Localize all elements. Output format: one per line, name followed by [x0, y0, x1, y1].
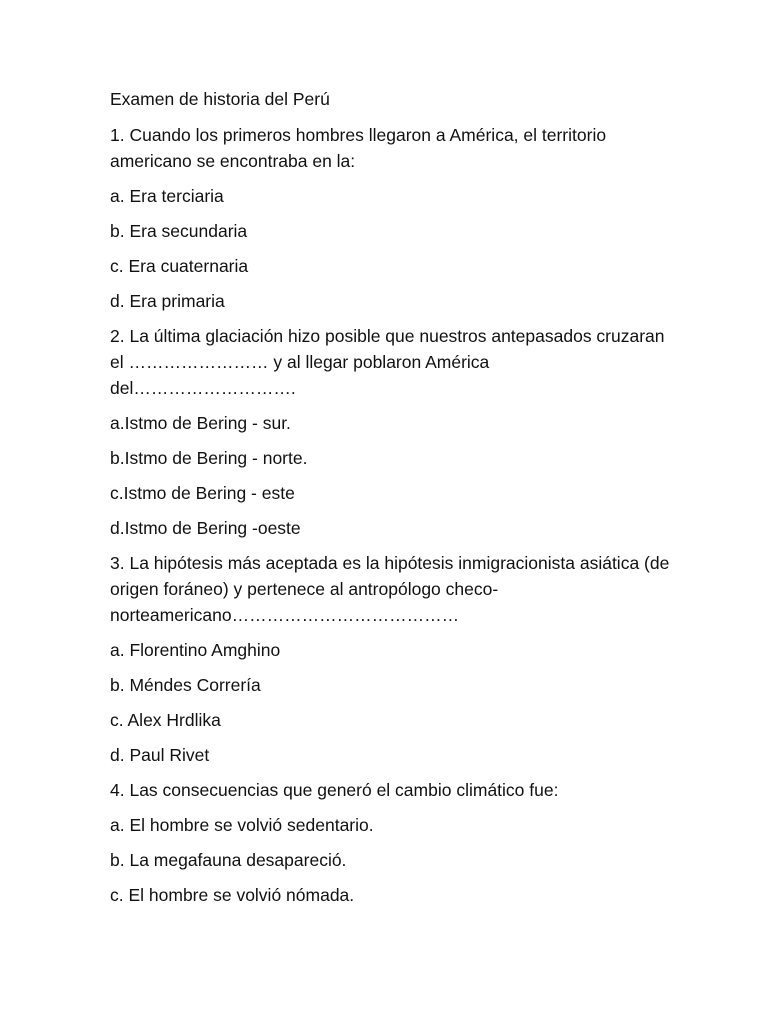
question-2: 2. La última glaciación hizo posible que nuestros antepasados cruzaran el …………………… y al llegar poblaron América del……………………….	[110, 326, 665, 398]
question-1-option-b: b. Era secundaria	[110, 221, 248, 241]
question-3-option-a: a. Florentino Amghino	[110, 640, 281, 660]
question-3-option-b: b. Méndes Correría	[110, 675, 261, 695]
question-1-option-c: c. Era cuaternaria	[110, 256, 249, 276]
question-4-option-c: c. El hombre se volvió nómada.	[110, 885, 355, 905]
question-1: 1. Cuando los primeros hombres llegaron a América, el territorio americano se encontraba en la:	[110, 125, 607, 171]
document-body	[110, 86, 670, 917]
document-title: Examen de historia del Perú	[110, 89, 330, 109]
question-2-option-d: d.Istmo de Bering -oeste	[110, 518, 301, 538]
question-4-option-b: b. La megafauna desapareció.	[110, 850, 347, 870]
question-3-option-c: c. Alex Hrdlika	[110, 710, 221, 730]
question-2-option-b: b.Istmo de Bering - norte.	[110, 448, 308, 468]
question-3-option-d: d. Paul Rivet	[110, 745, 210, 765]
question-1-option-d: d. Era primaria	[110, 291, 225, 311]
question-2-option-c: c.Istmo de Bering - este	[110, 483, 295, 503]
question-1-option-a: a. Era terciaria	[110, 186, 224, 206]
question-3: 3. La hipótesis más aceptada es la hipótesis inmigracionista asiática (de origen foráneo) y pertenece al antropólogo checo-norteamericano…………………………………	[110, 553, 670, 625]
question-2-option-a: a.Istmo de Bering - sur.	[110, 413, 291, 433]
question-4: 4. Las consecuencias que generó el cambio climático fue:	[110, 780, 559, 800]
question-4-option-a: a. El hombre se volvió sedentario.	[110, 815, 374, 835]
